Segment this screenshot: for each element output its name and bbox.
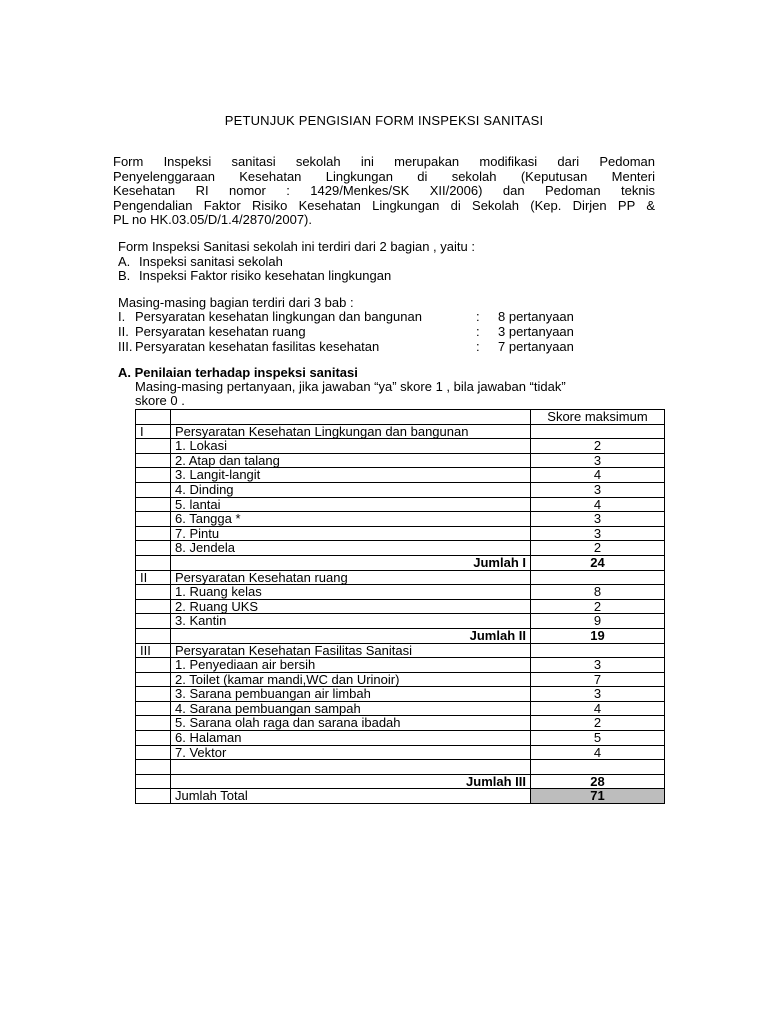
item-label: 7. Pintu	[171, 526, 531, 541]
table-row	[136, 745, 665, 760]
chapter-marker: III.	[118, 339, 133, 354]
item-label: 7. Vektor	[171, 745, 531, 760]
item-label: 3. Kantin	[171, 614, 531, 629]
intro-line: Pengendalian Faktor Risiko Kesehatan Lingkungan di Sekolah (Kep. Dirjen PP &	[113, 197, 655, 213]
table-row	[136, 512, 665, 527]
item-label: 2. Ruang UKS	[171, 599, 531, 614]
item-label: 5. Sarana olah raga dan sarana ibadah	[171, 716, 531, 731]
item-label: 8. Jendela	[171, 541, 531, 556]
group-roman: II	[136, 570, 171, 585]
group-title: Persyaratan Kesehatan Lingkungan dan bangunan	[171, 424, 531, 439]
item-score: 3	[531, 658, 665, 673]
item-score: 4	[531, 701, 665, 716]
table-row	[136, 482, 665, 497]
table-header-row	[136, 410, 665, 425]
chapter-text: Persyaratan kesehatan ruang	[135, 324, 306, 339]
total-label: Jumlah Total	[171, 789, 531, 804]
empty-row	[136, 760, 665, 775]
table-row	[136, 468, 665, 483]
parts-text: Inspeksi Faktor risiko kesehatan lingkungan	[139, 268, 392, 283]
chapters-heading: Masing-masing bagian terdiri dari 3 bab :	[118, 295, 354, 310]
chapter-count: 8 pertanyaan	[498, 309, 574, 324]
item-score: 3	[531, 687, 665, 702]
subtotal-label: Jumlah III	[171, 774, 531, 789]
subtotal-value: 24	[531, 555, 665, 570]
intro-line: Kesehatan RI nomor : 1429/Menkes/SK XII/2006) dan Pedoman teknis	[113, 183, 655, 199]
item-label: 4. Dinding	[171, 482, 531, 497]
subtotal-label: Jumlah II	[171, 628, 531, 643]
chapter-marker: II.	[118, 324, 129, 339]
item-label: 4. Sarana pembuangan sampah	[171, 701, 531, 716]
item-score: 8	[531, 585, 665, 600]
group-title-row	[136, 424, 665, 439]
chapter-item-3	[118, 340, 574, 355]
chapter-item-1	[118, 310, 574, 325]
intro-line: PL no HK.03.05/D/1.4/2870/2007).	[113, 212, 312, 228]
section-a-heading: A. Penilaian terhadap inspeksi sanitasi	[118, 365, 358, 380]
chapter-text: Persyaratan kesehatan lingkungan dan bangunan	[135, 309, 422, 324]
item-score: 3	[531, 512, 665, 527]
item-label: 3. Sarana pembuangan air limbah	[171, 687, 531, 702]
subtotal-label: Jumlah I	[171, 555, 531, 570]
item-score: 3	[531, 526, 665, 541]
item-label: 2. Atap dan talang	[171, 453, 531, 468]
item-score: 9	[531, 614, 665, 629]
item-label: 1. Penyediaan air bersih	[171, 658, 531, 673]
item-label: 1. Ruang kelas	[171, 585, 531, 600]
table-row	[136, 614, 665, 629]
item-label: 6. Halaman	[171, 731, 531, 746]
group-title-row	[136, 643, 665, 658]
chapter-marker: I.	[118, 309, 126, 324]
section-a-desc-line: Masing-masing pertanyaan, jika jawaban “ya” skore 1 , bila jawaban “tidak”	[135, 379, 566, 394]
table-row	[136, 497, 665, 512]
table-row	[136, 687, 665, 702]
chapter-count: 7 pertanyaan	[498, 339, 574, 354]
item-score: 2	[531, 716, 665, 731]
item-score: 3	[531, 482, 665, 497]
item-label: 3. Langit-langit	[171, 468, 531, 483]
section-a-desc-line: skore 0 .	[135, 393, 185, 408]
subtotal-value: 19	[531, 628, 665, 643]
total-value: 71	[531, 789, 665, 804]
chapter-sep: :	[476, 324, 480, 339]
table-row	[136, 541, 665, 556]
item-score: 2	[531, 439, 665, 454]
table-row	[136, 716, 665, 731]
total-row	[136, 789, 665, 804]
intro-line: Penyelenggaraan Kesehatan Lingkungan di sekolah (Keputusan Menteri	[113, 168, 655, 184]
parts-text: Inspeksi sanitasi sekolah	[139, 254, 283, 269]
item-label: 5. lantai	[171, 497, 531, 512]
item-label: 2. Toilet (kamar mandi,WC dan Urinoir)	[171, 672, 531, 687]
item-score: 3	[531, 453, 665, 468]
item-score: 2	[531, 599, 665, 614]
item-score: 5	[531, 731, 665, 746]
item-score: 4	[531, 497, 665, 512]
subtotal-row	[136, 555, 665, 570]
group-roman: I	[136, 424, 171, 439]
header-skore-maksimum: Skore maksimum	[531, 410, 665, 425]
subtotal-row	[136, 774, 665, 789]
table-row	[136, 599, 665, 614]
table-row	[136, 701, 665, 716]
parts-marker: A.	[118, 254, 131, 269]
parts-item-b	[118, 269, 391, 284]
page-title: PETUNJUK PENGISIAN FORM INSPEKSI SANITASI	[224, 113, 544, 128]
item-score: 2	[531, 541, 665, 556]
item-label: 1. Lokasi	[171, 439, 531, 454]
chapter-item-2	[118, 325, 574, 340]
subtotal-value: 28	[531, 774, 665, 789]
table-row	[136, 526, 665, 541]
intro-line: Form Inspeksi sanitasi sekolah ini merupakan modifikasi dari Pedoman	[113, 154, 655, 169]
table-row	[136, 731, 665, 746]
chapter-count: 3 pertanyaan	[498, 324, 574, 339]
table-row	[136, 658, 665, 673]
subtotal-row	[136, 628, 665, 643]
table-row	[136, 672, 665, 687]
chapter-sep: :	[476, 309, 480, 324]
table-row	[136, 585, 665, 600]
parts-heading: Form Inspeksi Sanitasi sekolah ini terdiri dari 2 bagian , yaitu :	[118, 239, 475, 254]
item-score: 4	[531, 468, 665, 483]
group-roman: III	[136, 643, 171, 658]
table-row	[136, 453, 665, 468]
group-title: Persyaratan Kesehatan Fasilitas Sanitasi	[171, 643, 531, 658]
chapter-sep: :	[476, 339, 480, 354]
item-label: 6. Tangga *	[171, 512, 531, 527]
parts-marker: B.	[118, 268, 131, 283]
intro-paragraph	[113, 155, 655, 228]
item-score: 4	[531, 745, 665, 760]
score-table	[135, 409, 665, 804]
chapter-text: Persyaratan kesehatan fasilitas kesehatan	[135, 339, 380, 354]
group-title-row	[136, 570, 665, 585]
table-row	[136, 439, 665, 454]
group-title: Persyaratan Kesehatan ruang	[171, 570, 531, 585]
item-score: 7	[531, 672, 665, 687]
